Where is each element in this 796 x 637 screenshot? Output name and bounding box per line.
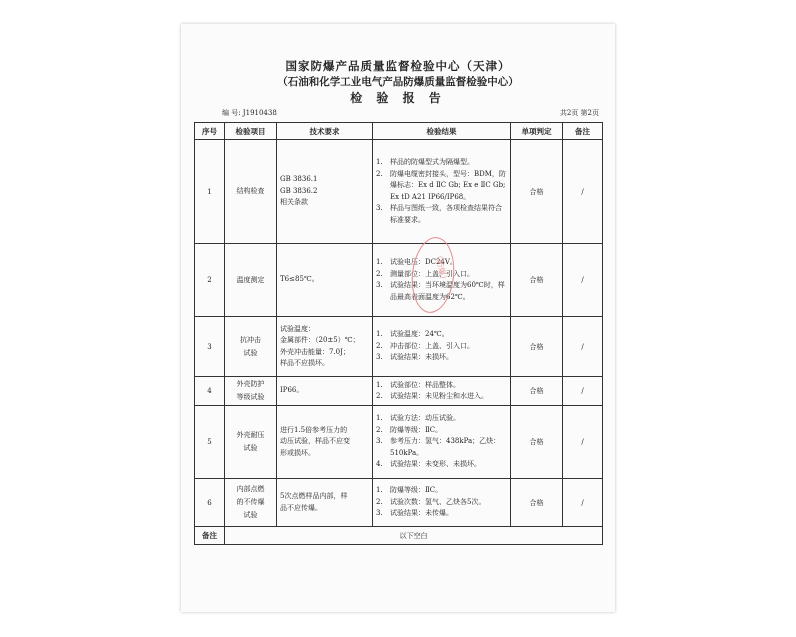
result-item-text: 参考压力：氢气：438kPa；乙炔：510kPa。	[390, 437, 501, 457]
header-requirement: 技术要求	[277, 123, 373, 140]
table-row	[195, 244, 603, 317]
table-row	[195, 317, 603, 377]
row-number: 5	[195, 406, 225, 479]
test-item	[225, 406, 277, 479]
remark: /	[563, 244, 603, 317]
verdict: 合格	[511, 140, 563, 244]
result-item	[376, 352, 507, 364]
result-item	[376, 169, 507, 204]
header-verdict: 单项判定	[511, 123, 563, 140]
test-item-line: 温度测定	[236, 275, 265, 284]
requirement-line: 形或损坏。	[280, 448, 315, 457]
seal-stamp-text: （防爆）	[433, 250, 449, 285]
test-item-line: 等级试验	[236, 393, 265, 401]
row-number: 6	[195, 479, 225, 527]
requirement-line: 试验温度：	[280, 324, 315, 333]
page-count: 共2页 第2页	[559, 109, 599, 117]
result-item-text: 试验结果：未变形、未损坏。	[390, 460, 481, 469]
table-row	[195, 406, 603, 479]
test-item	[225, 377, 277, 406]
result-item-number: 3.	[376, 204, 383, 212]
test-item-line: 外壳耐压	[236, 431, 265, 439]
test-item-line: 外壳防护	[236, 380, 265, 388]
verdict: 合格	[511, 377, 563, 406]
test-result	[373, 377, 511, 406]
result-item-text: 防爆等级：ⅡC。	[390, 425, 443, 434]
remark: /	[563, 479, 603, 527]
result-item-text: 试验结果：未损坏。	[390, 353, 453, 362]
test-result	[373, 317, 511, 377]
remark: /	[563, 377, 603, 406]
result-item-number: 2.	[376, 392, 383, 400]
report-number: 编 号: J1910438	[222, 109, 277, 117]
table-row	[195, 377, 603, 406]
result-item-text: 试验电压：DC24V。	[390, 258, 457, 266]
test-item-line: 试验	[243, 511, 258, 519]
result-item-number: 3.	[376, 509, 383, 518]
requirement-line: 外壳冲击能量：7.0J；	[280, 347, 350, 356]
verdict: 合格	[511, 406, 563, 479]
result-item	[376, 341, 507, 353]
test-item-line: 抗冲击	[240, 335, 261, 344]
report-subtitle: （石油和化学工业电气产品防爆质量监督检验中心）	[277, 76, 519, 88]
requirement-line: 相关条款	[280, 198, 308, 207]
result-item	[376, 497, 507, 509]
row-number: 3	[195, 317, 225, 377]
test-result	[373, 140, 511, 244]
result-item	[376, 380, 507, 392]
technical-requirement	[277, 479, 373, 527]
header-result: 检验结果	[373, 123, 511, 140]
result-item-text: 样品与图纸一致，各项检查结果符合标准要求。	[390, 204, 502, 224]
result-item-text: 试验结果：未见粉尘和水进入。	[390, 392, 488, 400]
header-item: 检验项目	[225, 123, 277, 140]
report-title: 国家防爆产品质量监督检验中心（天津）	[285, 59, 511, 73]
result-item-number: 1.	[376, 330, 383, 339]
requirement-line: GB 3836.2	[280, 186, 318, 195]
test-item-line: 试验	[243, 348, 258, 357]
result-item-text: 试验结果：当环境温度为60℃时，样品最高表面温度为62℃。	[390, 281, 505, 301]
result-item-number: 2.	[376, 341, 383, 350]
result-item	[376, 203, 507, 226]
test-item-line: 试验	[243, 444, 258, 452]
result-item-number: 1.	[376, 486, 383, 495]
report-page	[181, 24, 615, 612]
remark: /	[563, 406, 603, 479]
report-heading: 检 验 报 告	[350, 91, 446, 105]
result-item-text: 试验温度：24℃。	[390, 330, 449, 339]
header-remark: 备注	[563, 123, 603, 140]
technical-requirement	[277, 317, 373, 377]
requirement-line: GB 3836.1	[280, 175, 318, 184]
test-item-line: 结构检查	[236, 187, 265, 195]
result-item-number: 2.	[376, 497, 383, 506]
result-item-text: 试验结果：未传爆。	[390, 509, 453, 518]
result-item-text: 冲击部位：上盖、引入口。	[390, 341, 474, 350]
remark-label: 备注	[195, 527, 225, 545]
result-item-number: 2.	[376, 425, 383, 434]
result-item	[376, 413, 507, 425]
result-item-number: 3.	[376, 353, 383, 362]
remark-value: 以下空白	[225, 527, 603, 545]
inspection-table	[194, 122, 603, 545]
table-row	[195, 479, 603, 527]
result-item-number: 2.	[376, 169, 383, 178]
row-number: 4	[195, 377, 225, 406]
verdict: 合格	[511, 244, 563, 317]
result-item-text: 试验部位：样品整体。	[390, 380, 460, 389]
result-item-number: 2.	[376, 269, 383, 278]
result-item-number: 3.	[376, 437, 383, 446]
test-item	[225, 140, 277, 244]
requirement-line: 动压试验，样品不应变	[280, 437, 350, 446]
result-item	[376, 459, 507, 471]
table-header-row	[195, 123, 603, 140]
requirement-line: 金属部件：（20±5）℃；	[280, 336, 360, 344]
result-item-number: 1.	[376, 380, 383, 389]
header-no: 序号	[195, 123, 225, 140]
test-result	[373, 406, 511, 479]
result-item-number: 1.	[376, 414, 383, 423]
test-item	[225, 479, 277, 527]
result-item-text: 防爆电缆密封接头，型号：BDM，防爆标志：Ex d ⅡC Gb; Ex e ⅡC Gb; Ex tD A21 IP66/IP68。	[390, 169, 506, 201]
requirement-line: 品不应传爆。	[280, 503, 322, 512]
result-item	[376, 436, 507, 459]
result-item	[376, 508, 507, 520]
result-item-number: 3.	[376, 281, 383, 289]
result-item	[376, 157, 507, 169]
test-item-line: 内部点燃	[236, 485, 265, 493]
result-item-text: 防爆等级：ⅡC。	[390, 486, 443, 495]
requirement-line: 样品不应损坏。	[280, 359, 329, 367]
technical-requirement	[277, 377, 373, 406]
remark: /	[563, 140, 603, 244]
result-item-number: 4.	[376, 460, 383, 469]
verdict: 合格	[511, 317, 563, 377]
technical-requirement	[277, 244, 373, 317]
remark-row	[195, 527, 603, 545]
technical-requirement	[277, 406, 373, 479]
result-item	[376, 391, 507, 403]
result-item	[376, 329, 507, 341]
remark: /	[563, 317, 603, 377]
result-item-number: 1.	[376, 258, 383, 266]
result-item-text: 试验方法：动压试验。	[390, 414, 460, 423]
result-item-text: 测量部位：上盖、引入口。	[390, 269, 474, 278]
technical-requirement	[277, 140, 373, 244]
row-number: 2	[195, 244, 225, 317]
table-row	[195, 140, 603, 244]
result-item-text: 试验次数：氢气、乙炔各5次。	[390, 497, 486, 506]
requirement-line: 5次点燃样品内部，样	[280, 492, 348, 500]
test-item	[225, 244, 277, 317]
requirement-line: IP66。	[280, 386, 304, 395]
result-item	[376, 485, 507, 497]
requirement-line: 进行1.5倍参考压力的	[280, 425, 348, 434]
verdict: 合格	[511, 479, 563, 527]
requirement-line: T6≤85℃。	[280, 275, 319, 284]
test-result	[373, 479, 511, 527]
result-item	[376, 425, 507, 437]
test-item-line: 的不传爆	[236, 498, 265, 506]
test-item	[225, 317, 277, 377]
row-number: 1	[195, 140, 225, 244]
result-item-number: 1.	[376, 158, 383, 166]
result-item-text: 样品的防爆型式为隔爆型。	[390, 158, 474, 166]
